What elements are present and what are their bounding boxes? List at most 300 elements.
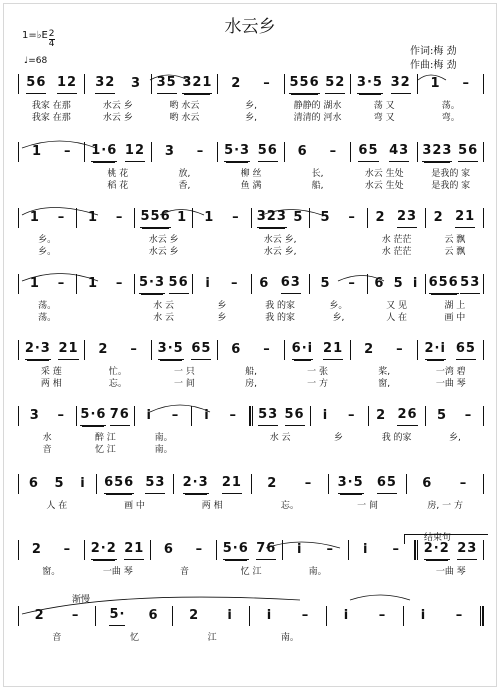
note-group: 32	[391, 75, 411, 94]
note-group: 6	[163, 542, 174, 557]
note-group: –	[230, 276, 239, 291]
barline	[483, 208, 484, 228]
measure	[418, 341, 483, 360]
lyric-line	[18, 498, 484, 511]
ending-label: 结束句	[424, 533, 452, 543]
note-group: 23	[397, 209, 417, 228]
note-group: 2	[375, 210, 386, 225]
notation-line	[18, 208, 484, 228]
note-group: –	[57, 408, 65, 423]
barline	[483, 74, 484, 94]
note-group: 65	[191, 341, 211, 360]
measure	[77, 407, 134, 426]
measure	[426, 209, 483, 228]
measure	[152, 341, 217, 360]
lyric-cell: 云 飘	[444, 235, 466, 245]
lyric-cell: 音	[179, 567, 189, 577]
measure	[19, 144, 84, 162]
note-group: –	[115, 210, 124, 225]
note-group: 2	[189, 608, 200, 623]
barline	[483, 142, 484, 162]
note-group: –	[130, 342, 138, 357]
lyric-cell: 一 只	[174, 367, 195, 377]
tempo-mark: ♩=68	[24, 56, 48, 66]
lyric-line	[18, 310, 484, 323]
lyric-cell	[309, 244, 367, 257]
note-group: –	[378, 608, 387, 623]
note-group: 2·2	[91, 541, 117, 560]
measure	[19, 341, 84, 360]
lyric-cell: 画 中	[444, 313, 466, 323]
note-group: 53	[460, 275, 480, 294]
note-group: 53	[145, 475, 165, 494]
lyric-cell: 长,	[311, 169, 324, 179]
measure	[218, 342, 283, 360]
lyric-cell: 忙。	[108, 367, 127, 377]
note-group: 6	[28, 476, 39, 491]
lyric-cell: 窗,	[378, 379, 391, 389]
lyric-line	[18, 110, 484, 123]
lyric-cell: 一曲 琴	[102, 567, 133, 577]
measure	[77, 210, 134, 228]
lyric-cell: 放,	[178, 169, 191, 179]
lyric-cell: 我家 在那	[31, 101, 71, 111]
note-group: –	[455, 608, 464, 623]
score-system	[18, 340, 484, 416]
note-group: 65	[377, 475, 397, 494]
note-group: 53	[258, 407, 278, 426]
note-group: 52	[325, 75, 345, 94]
note-group: i	[297, 542, 303, 557]
lyric-cell: 又 见	[386, 301, 408, 311]
notation-line	[18, 406, 484, 426]
lyric-cell: 湖 上	[444, 301, 466, 311]
lyric-cell: 乡	[333, 433, 343, 443]
lyric-cell	[351, 564, 418, 577]
measure	[252, 275, 309, 294]
lyric-cell: 乡	[217, 313, 227, 323]
note-group: i	[266, 608, 273, 623]
note-group: 12	[125, 143, 145, 162]
score-system	[18, 142, 484, 218]
lyric-cell: 忆	[130, 633, 140, 643]
note-group: 32	[95, 75, 115, 94]
lyric-cell: 我 的家	[265, 301, 296, 311]
note-group: 65	[358, 143, 378, 162]
note-group: 1	[29, 276, 40, 291]
lyric-cell: 一湾 碧	[435, 367, 466, 377]
lyric-cell	[368, 442, 426, 455]
note-group: –	[348, 276, 356, 291]
note-group: 3	[29, 408, 40, 423]
note-group: –	[229, 408, 238, 423]
barline	[480, 606, 484, 626]
measure	[368, 209, 425, 228]
note-group: 26	[397, 407, 417, 426]
lyric-cell: 采 莲	[40, 367, 62, 377]
lyric-cell: 水 云	[153, 313, 175, 323]
lyric-cell: 稻 花	[107, 181, 129, 191]
note-group: 5·6	[80, 407, 106, 426]
note-group: 656	[104, 475, 134, 494]
measure	[85, 75, 150, 94]
note-group: 5	[293, 210, 304, 225]
note-group: 323	[257, 209, 287, 228]
lyric-line	[18, 630, 484, 643]
lyric-cell: 乡,	[245, 101, 257, 111]
lyric-line	[18, 442, 484, 455]
lyric-cell: 忘。	[280, 501, 299, 511]
measure	[310, 210, 367, 228]
note-group: 5	[320, 276, 331, 291]
measure	[19, 408, 76, 426]
note-group: i	[412, 276, 419, 291]
measure	[351, 143, 416, 162]
lyric-cell: 水云 乡,	[263, 247, 297, 257]
barline	[483, 406, 484, 426]
lyric-cell: 水云 乡	[148, 247, 179, 257]
note-group: 1	[29, 210, 40, 225]
measure	[407, 476, 484, 494]
measure	[418, 76, 483, 94]
measure	[368, 276, 425, 294]
measure	[85, 342, 150, 360]
lyric-cell: 水 云	[269, 433, 291, 443]
lyric-cell: 水云 乡	[102, 113, 133, 123]
lyric-cell: 南。	[154, 445, 173, 455]
lyric-cell: 乡,	[332, 313, 345, 323]
note-group: –	[57, 276, 66, 291]
note-group: –	[263, 342, 271, 357]
ritardando-mark: 渐慢	[72, 595, 91, 605]
note-group: 1	[88, 210, 99, 225]
lyric-cell: 桃 花	[107, 169, 129, 179]
lyric-cell: 乡。	[329, 301, 348, 311]
lyric-line	[18, 564, 484, 577]
measure	[77, 276, 134, 294]
note-group: –	[326, 542, 334, 557]
measure	[152, 75, 217, 94]
lyric-cell: 人 在	[46, 501, 68, 511]
note-group: 2	[31, 542, 42, 557]
note-group: 556	[140, 209, 170, 228]
note-group: 323	[422, 143, 452, 162]
lyric-cell: 船,	[311, 181, 324, 191]
lyric-cell: 我家 在那	[31, 113, 71, 123]
measure	[327, 608, 403, 626]
notation-line	[18, 606, 484, 626]
measure	[351, 75, 416, 94]
lyric-cell: 哟 水云	[169, 113, 200, 123]
key-signature	[22, 30, 55, 49]
lyricist-credit: 作词:梅 劲	[410, 46, 457, 57]
measure	[19, 608, 95, 626]
barline	[483, 340, 484, 360]
note-group: –	[392, 542, 400, 557]
note-group: –	[115, 276, 124, 291]
measure	[426, 275, 483, 294]
measure	[310, 276, 367, 294]
measure	[369, 407, 426, 426]
note-group: 5·3	[224, 143, 250, 162]
measure	[173, 608, 249, 626]
note-group: –	[71, 608, 80, 623]
note-group: 3·5	[357, 75, 383, 94]
lyric-cell: 水云 生处	[364, 169, 404, 179]
note-group: 5	[393, 276, 404, 291]
note-group: 6	[231, 342, 242, 357]
note-group: –	[459, 476, 468, 491]
note-group: 6·i	[292, 341, 313, 360]
song-title: 水云乡	[224, 17, 276, 37]
measure	[218, 143, 283, 162]
note-group: –	[263, 76, 271, 91]
lyric-cell: 香,	[178, 181, 191, 191]
lyric-cell: 醉 江	[94, 433, 116, 443]
lyric-cell: 忆 江	[94, 445, 116, 455]
measure	[283, 542, 348, 560]
measure	[217, 541, 282, 560]
score-system	[18, 274, 484, 350]
notation-line	[18, 142, 484, 162]
lyric-cell: 人 在	[386, 313, 408, 323]
lyric-cell: 一 间	[174, 379, 195, 389]
note-group: 56	[258, 143, 278, 162]
lyric-cell: 乡,	[448, 433, 461, 443]
lyric-cell: 画 中	[124, 501, 145, 511]
measure	[418, 143, 483, 162]
note-group: i	[80, 476, 86, 491]
note-group: –	[63, 542, 72, 557]
lyric-cell: 一 方	[307, 379, 329, 389]
lyric-cell: 我 的家	[381, 433, 412, 443]
note-group: –	[464, 408, 473, 423]
composer-credit: 作曲:梅 劲	[410, 60, 457, 71]
note-group: –	[301, 608, 310, 623]
measure	[192, 408, 249, 426]
note-group: 12	[57, 75, 77, 94]
note-group: i	[343, 608, 350, 623]
key-label: 1=♭E	[22, 30, 48, 41]
lyric-cell: 房,	[245, 379, 257, 389]
note-group: 76	[256, 541, 276, 560]
measure	[351, 342, 416, 360]
lyric-cell: 水 茫茫	[381, 235, 412, 245]
measure	[426, 408, 483, 426]
note-group: 6	[422, 476, 433, 491]
measure	[96, 607, 172, 626]
note-group: 3	[130, 76, 142, 91]
lyric-cell: 水 云	[153, 301, 175, 311]
note-group: i	[146, 408, 152, 423]
note-group: i	[205, 276, 211, 291]
measure	[285, 341, 350, 360]
lyric-cell	[76, 244, 134, 257]
lyric-cell: 乡	[217, 301, 227, 311]
lyric-cell: 荡。	[441, 101, 460, 111]
lyric-cell: 两 相	[40, 379, 62, 389]
note-group: 21	[455, 209, 475, 228]
note-group: 1·6	[91, 143, 117, 162]
note-group: 3·5	[158, 341, 184, 360]
lyric-cell: 荡 又	[373, 101, 395, 111]
lyric-cell: 是我的 家	[431, 169, 471, 179]
note-group: 6	[148, 608, 159, 623]
note-group: 2·i	[425, 341, 446, 360]
note-group: 2	[267, 476, 278, 491]
measure	[329, 475, 406, 494]
notation-line	[18, 340, 484, 360]
measure	[85, 143, 150, 162]
measure	[135, 209, 192, 228]
measure	[218, 76, 283, 94]
lyric-cell: 桨,	[378, 367, 391, 377]
note-group: 5·	[109, 607, 125, 626]
note-group: 556	[289, 75, 319, 94]
note-group: i	[322, 408, 329, 423]
note-group: 6	[259, 276, 270, 291]
note-group: 2	[433, 210, 444, 225]
note-group: 1	[204, 210, 215, 225]
lyric-cell: 水云 乡,	[263, 235, 297, 245]
note-group: 5·6	[223, 541, 249, 560]
measure	[349, 542, 414, 560]
measure	[19, 476, 96, 494]
note-group: 2	[364, 342, 375, 357]
note-group: i	[363, 542, 369, 557]
measure	[311, 408, 368, 426]
note-group: 1	[88, 276, 99, 291]
lyric-cell	[193, 244, 251, 257]
note-group: 21	[323, 341, 343, 360]
lyric-cell: 水 茫茫	[381, 247, 412, 257]
time-signature	[49, 30, 55, 49]
measure	[19, 276, 76, 294]
meter-top: 2	[48, 29, 55, 39]
lyric-cell	[406, 630, 484, 643]
note-group: 5	[54, 476, 65, 491]
measure	[253, 407, 310, 426]
lyric-cell	[329, 630, 407, 643]
lyric-cell: 水	[42, 433, 52, 443]
measure	[250, 608, 326, 626]
lyric-cell	[426, 442, 484, 455]
measure	[135, 408, 192, 426]
lyric-cell	[18, 178, 85, 191]
note-group: 63	[281, 275, 301, 294]
note-group: 1	[31, 144, 43, 159]
measure	[151, 542, 216, 560]
note-group: 2·3	[25, 341, 51, 360]
lyric-line	[18, 376, 484, 389]
measure	[135, 275, 192, 294]
lyric-cell: 房, 一 方	[427, 501, 463, 511]
lyric-cell: 弯 又	[373, 113, 395, 123]
lyric-cell: 一 间	[357, 501, 378, 511]
barline	[483, 474, 484, 494]
note-group: 56	[285, 407, 305, 426]
lyric-cell: 鱼 满	[240, 181, 262, 191]
note-group: –	[304, 476, 313, 491]
lyric-cell: 忆 江	[240, 567, 262, 577]
lyric-cell: 一曲 琴	[435, 567, 466, 577]
lyric-cell: 南。	[154, 433, 173, 443]
measure	[285, 75, 350, 94]
note-group: 3	[164, 144, 175, 159]
lyric-cell: 乡。	[38, 247, 57, 257]
lyric-cell: 弯。	[441, 113, 460, 123]
barline	[483, 274, 484, 294]
note-group: i	[227, 608, 233, 623]
note-group: 1	[430, 76, 441, 91]
note-group: 21	[58, 341, 78, 360]
measure	[85, 541, 150, 560]
lyric-line	[18, 244, 484, 257]
measure	[252, 209, 309, 228]
measure	[152, 144, 217, 162]
lyric-cell: 云 飘	[444, 247, 466, 257]
note-group: –	[171, 408, 180, 423]
lyric-cell	[309, 442, 367, 455]
lyric-line	[18, 178, 484, 191]
note-group: 6	[297, 144, 308, 159]
measure	[19, 542, 84, 560]
note-group: 1	[177, 210, 188, 225]
lyric-cell: 荡。	[38, 301, 57, 311]
note-group: 6	[374, 276, 385, 291]
note-group: 2	[376, 408, 387, 423]
lyric-cell: 乡。	[38, 235, 57, 245]
measure	[174, 475, 251, 494]
note-group: 2	[34, 608, 45, 623]
lyric-cell: 忘。	[108, 379, 127, 389]
note-group: i	[204, 408, 210, 423]
measure	[252, 476, 329, 494]
note-group: –	[232, 210, 240, 225]
note-group: –	[348, 210, 356, 225]
notation-line	[18, 474, 484, 494]
note-group: 35	[157, 75, 177, 94]
lyric-cell	[76, 310, 134, 323]
lyric-cell: 南。	[308, 567, 327, 577]
note-group: 3·5	[338, 475, 364, 494]
note-group: –	[348, 408, 356, 423]
lyric-cell: 江	[207, 633, 217, 643]
lyric-cell: 是我的 家	[431, 181, 471, 191]
note-group: 21	[124, 541, 144, 560]
score-system	[18, 606, 484, 682]
note-group: 56	[26, 75, 46, 94]
note-group: –	[462, 76, 470, 91]
note-group: 23	[457, 541, 477, 560]
note-group: 56	[169, 275, 189, 294]
lyric-cell: 清清的 河水	[293, 113, 342, 123]
lyric-cell: 音	[42, 445, 52, 455]
lyric-cell	[251, 442, 309, 455]
note-group: 5·3	[139, 275, 165, 294]
lyric-cell	[193, 442, 251, 455]
measure	[193, 210, 250, 228]
measure	[193, 276, 250, 294]
note-group: –	[196, 144, 205, 159]
note-group: –	[63, 144, 72, 159]
lyric-cell: 水云 乡	[102, 101, 133, 111]
lyric-cell: 音	[52, 633, 62, 643]
measure	[19, 75, 84, 94]
notation-line	[18, 274, 484, 294]
note-group: 2·2	[424, 541, 450, 560]
lyric-cell: 我 的家	[265, 313, 296, 323]
